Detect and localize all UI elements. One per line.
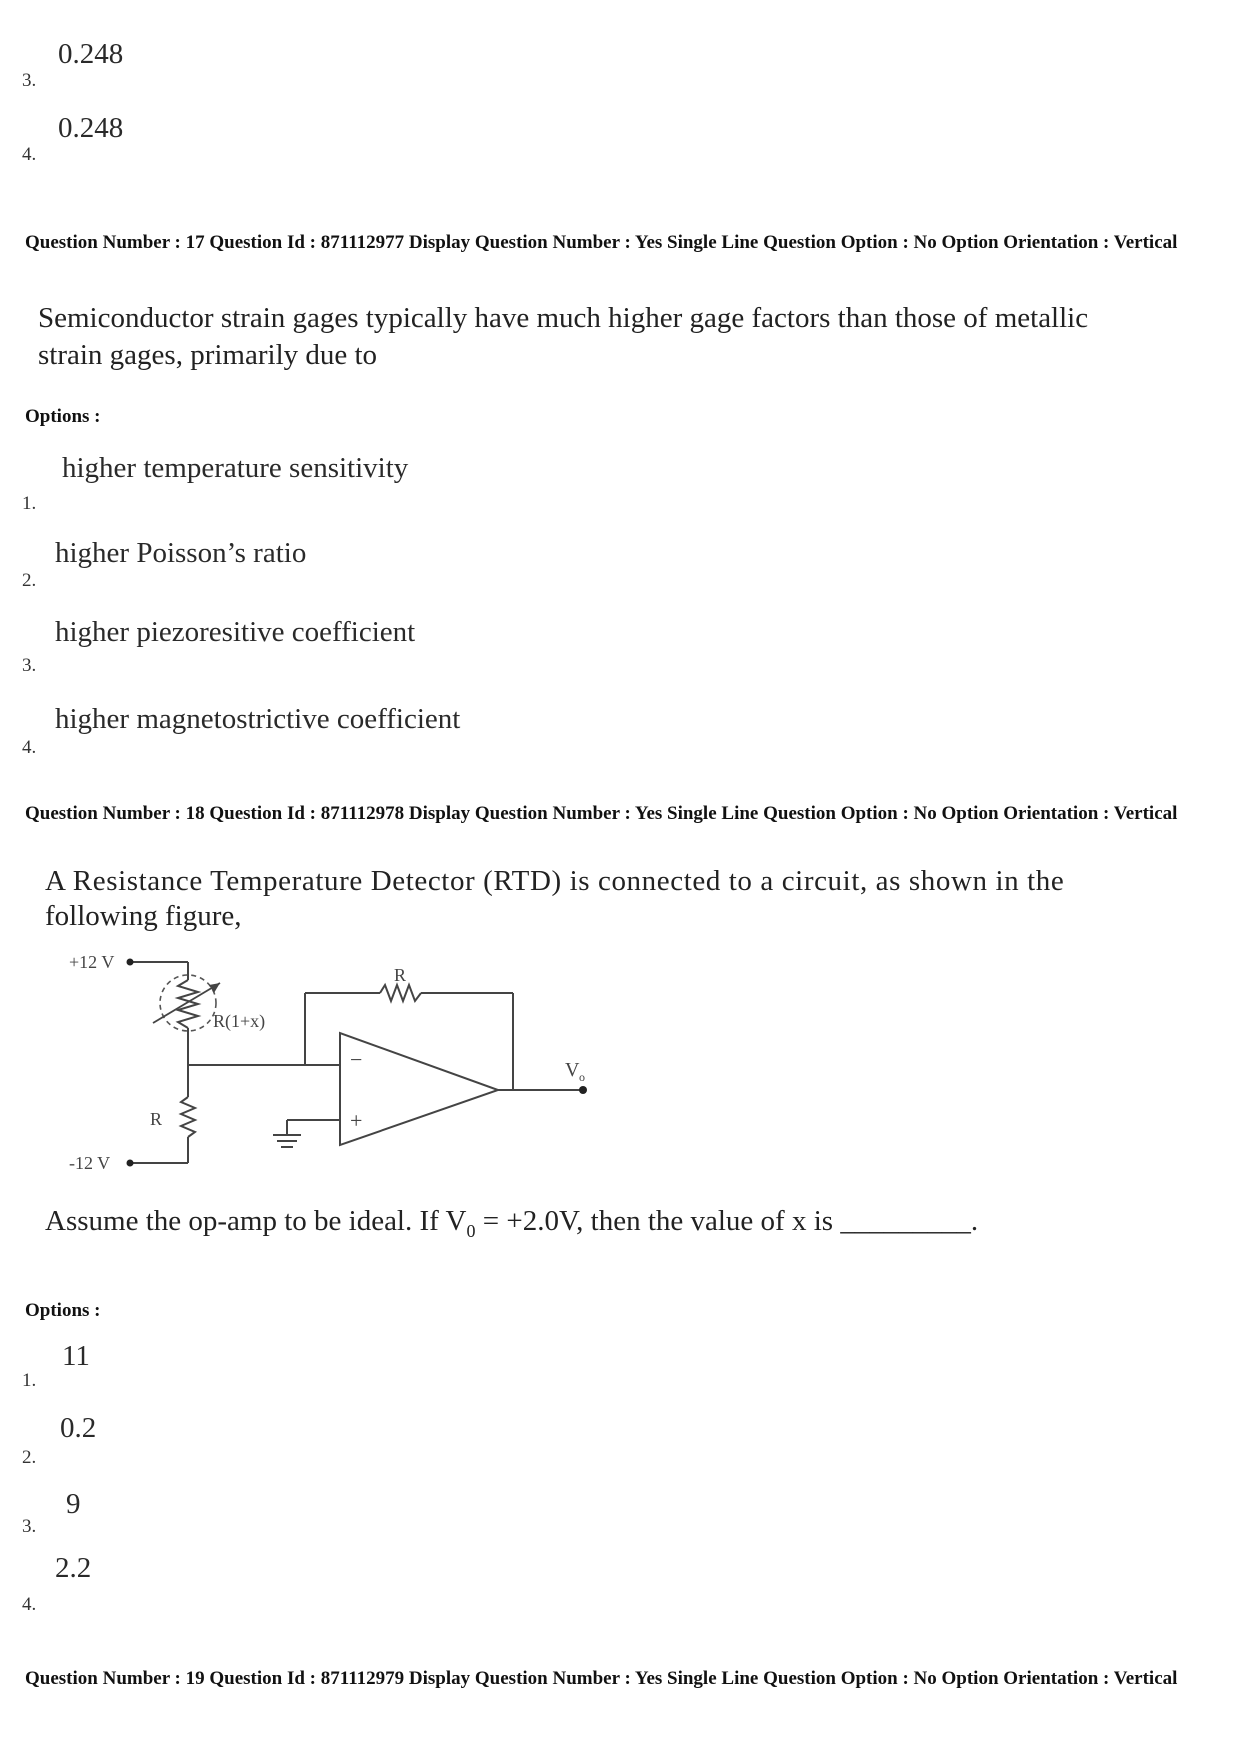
option-text: 0.248 bbox=[58, 112, 124, 144]
terminal-dot bbox=[127, 959, 134, 966]
assume-text-rest: = +2.0V, then the value of x is bbox=[475, 1205, 841, 1237]
question-meta: Question Number : 19 Question Id : 871112979 Display Question Number : Yes Single Line Question Option : No Option Orientation : Vertical bbox=[25, 1668, 1178, 1689]
ground-icon bbox=[273, 1135, 301, 1147]
non-inverting-input-sign: + bbox=[350, 1108, 363, 1133]
terminal-dot bbox=[127, 1160, 134, 1167]
option-text: higher Poisson’s ratio bbox=[55, 537, 307, 569]
option-text: 0.248 bbox=[58, 38, 124, 70]
option-number: 2. bbox=[22, 570, 37, 591]
options-label: Options : bbox=[25, 406, 101, 427]
option-number: 1. bbox=[22, 493, 37, 514]
option-number: 1. bbox=[22, 1370, 37, 1391]
question-stem-line bbox=[45, 1203, 978, 1250]
option-number: 4. bbox=[22, 737, 37, 758]
option-text: higher piezoresitive coefficient bbox=[55, 616, 416, 648]
output-voltage-label: V bbox=[565, 1059, 580, 1081]
option-text: 11 bbox=[62, 1340, 90, 1372]
supply-positive-label: +12 V bbox=[69, 952, 115, 972]
option-number: 3. bbox=[22, 70, 37, 91]
question-meta: Question Number : 18 Question Id : 871112978 Display Question Number : Yes Single Line Question Option : No Option Orientation : Vertical bbox=[25, 803, 1178, 824]
option-text: 2.2 bbox=[55, 1552, 92, 1584]
assume-text: Assume the op-amp to be ideal. If V bbox=[45, 1205, 467, 1237]
output-voltage-subscript: o bbox=[579, 1070, 585, 1084]
option-number: 4. bbox=[22, 144, 37, 165]
assume-end: . bbox=[970, 1205, 979, 1237]
supply-negative-label: -12 V bbox=[69, 1153, 111, 1173]
question-meta: Question Number : 17 Question Id : 871112977 Display Question Number : Yes Single Line Question Option : No Option Orientation : Vertical bbox=[25, 232, 1178, 253]
inverting-input-sign: − bbox=[350, 1047, 363, 1072]
circuit-diagram bbox=[55, 945, 615, 1185]
option-text: higher temperature sensitivity bbox=[62, 452, 409, 484]
option-number: 2. bbox=[22, 1447, 37, 1468]
output-terminal-dot bbox=[579, 1086, 587, 1094]
voltage-subscript: 0 bbox=[466, 1220, 476, 1241]
question-stem-line: A Resistance Temperature Detector (RTD) is connected to a circuit, as shown in the bbox=[45, 865, 1065, 897]
question-stem-line: following figure, bbox=[45, 900, 242, 932]
question-stem-line: Semiconductor strain gages typically have much higher gage factors than those of metallic bbox=[38, 302, 1089, 334]
option-number: 4. bbox=[22, 1594, 37, 1615]
bottom-resistor-label: R bbox=[150, 1109, 163, 1129]
option-number: 3. bbox=[22, 1516, 37, 1537]
rtd-label: R(1+x) bbox=[213, 1011, 266, 1031]
answer-blank: _________ bbox=[840, 1205, 971, 1237]
option-number: 3. bbox=[22, 655, 37, 676]
question-stem-line: strain gages, primarily due to bbox=[38, 339, 378, 371]
option-text: 0.2 bbox=[60, 1412, 97, 1444]
option-text: 9 bbox=[66, 1488, 81, 1520]
option-text: higher magnetostrictive coefficient bbox=[55, 703, 461, 735]
options-label: Options : bbox=[25, 1300, 101, 1321]
feedback-resistor-label: R bbox=[394, 965, 407, 985]
